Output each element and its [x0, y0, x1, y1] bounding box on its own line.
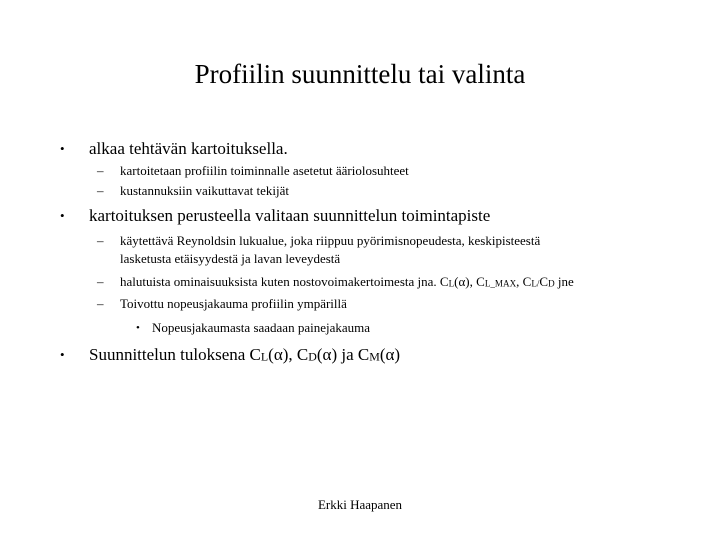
cl-cd-ratio: CL/CD: [522, 274, 555, 289]
cl-max: CL_MAX: [476, 274, 517, 289]
cm-alpha: CM(α): [357, 345, 401, 364]
bullet-text: alkaa tehtävän kartoituksella.: [89, 139, 288, 158]
slide-title: Profiilin suunnittelu tai valinta: [194, 59, 526, 89]
sub-sub-item-text: Nopeusjakaumasta saadaan painejakauma: [152, 320, 371, 335]
cd-alpha: CD(α): [296, 345, 338, 364]
cl-alpha: CL(α): [249, 345, 289, 364]
sub-item-text: käytettävä Reynoldsin lukualue, joka riippuu pyörimisnopeudesta, keskipisteestä: [120, 233, 541, 248]
dash-marker: –: [97, 296, 104, 311]
footer-author: Erkki Haapanen: [317, 497, 403, 512]
dash-marker: –: [97, 274, 104, 289]
bullet-text: kartoituksen perusteella valitaan suunnittelun toimintapiste: [89, 206, 491, 225]
sub-item-text: kustannuksiin vaikuttavat tekijät: [120, 183, 289, 198]
cl-alpha: CL(α): [439, 274, 470, 289]
bullet-marker: •: [60, 141, 65, 156]
sub-item-text: Toivottu nopeusjakauma profiilin ympärillä: [120, 296, 347, 311]
bullet-marker: •: [60, 208, 65, 223]
sub-item-text: halutuista ominaisuuksista kuten nostovoimakertoimesta jna.: [120, 274, 437, 289]
dash-marker: –: [97, 183, 104, 198]
sub-item-text-coefficients: halutuista ominaisuuksista kuten nostovoimakertoimesta jna. CL(α), CL_MAX, CL/CD jne: [120, 274, 574, 289]
bullet-marker: •: [136, 322, 140, 334]
sub-item-text: lasketusta etäisyydestä ja lavan leveydestä: [120, 251, 341, 266]
bullet-marker: •: [60, 347, 65, 362]
dash-marker: –: [97, 163, 104, 178]
sub-item-text: kartoitetaan profiilin toiminnalle asetetut ääriolosuhteet: [120, 163, 409, 178]
dash-marker: –: [97, 233, 104, 248]
bullet-text-coefficients: Suunnittelun tuloksena CL(α), CD(α) ja CM(α): [89, 345, 401, 364]
